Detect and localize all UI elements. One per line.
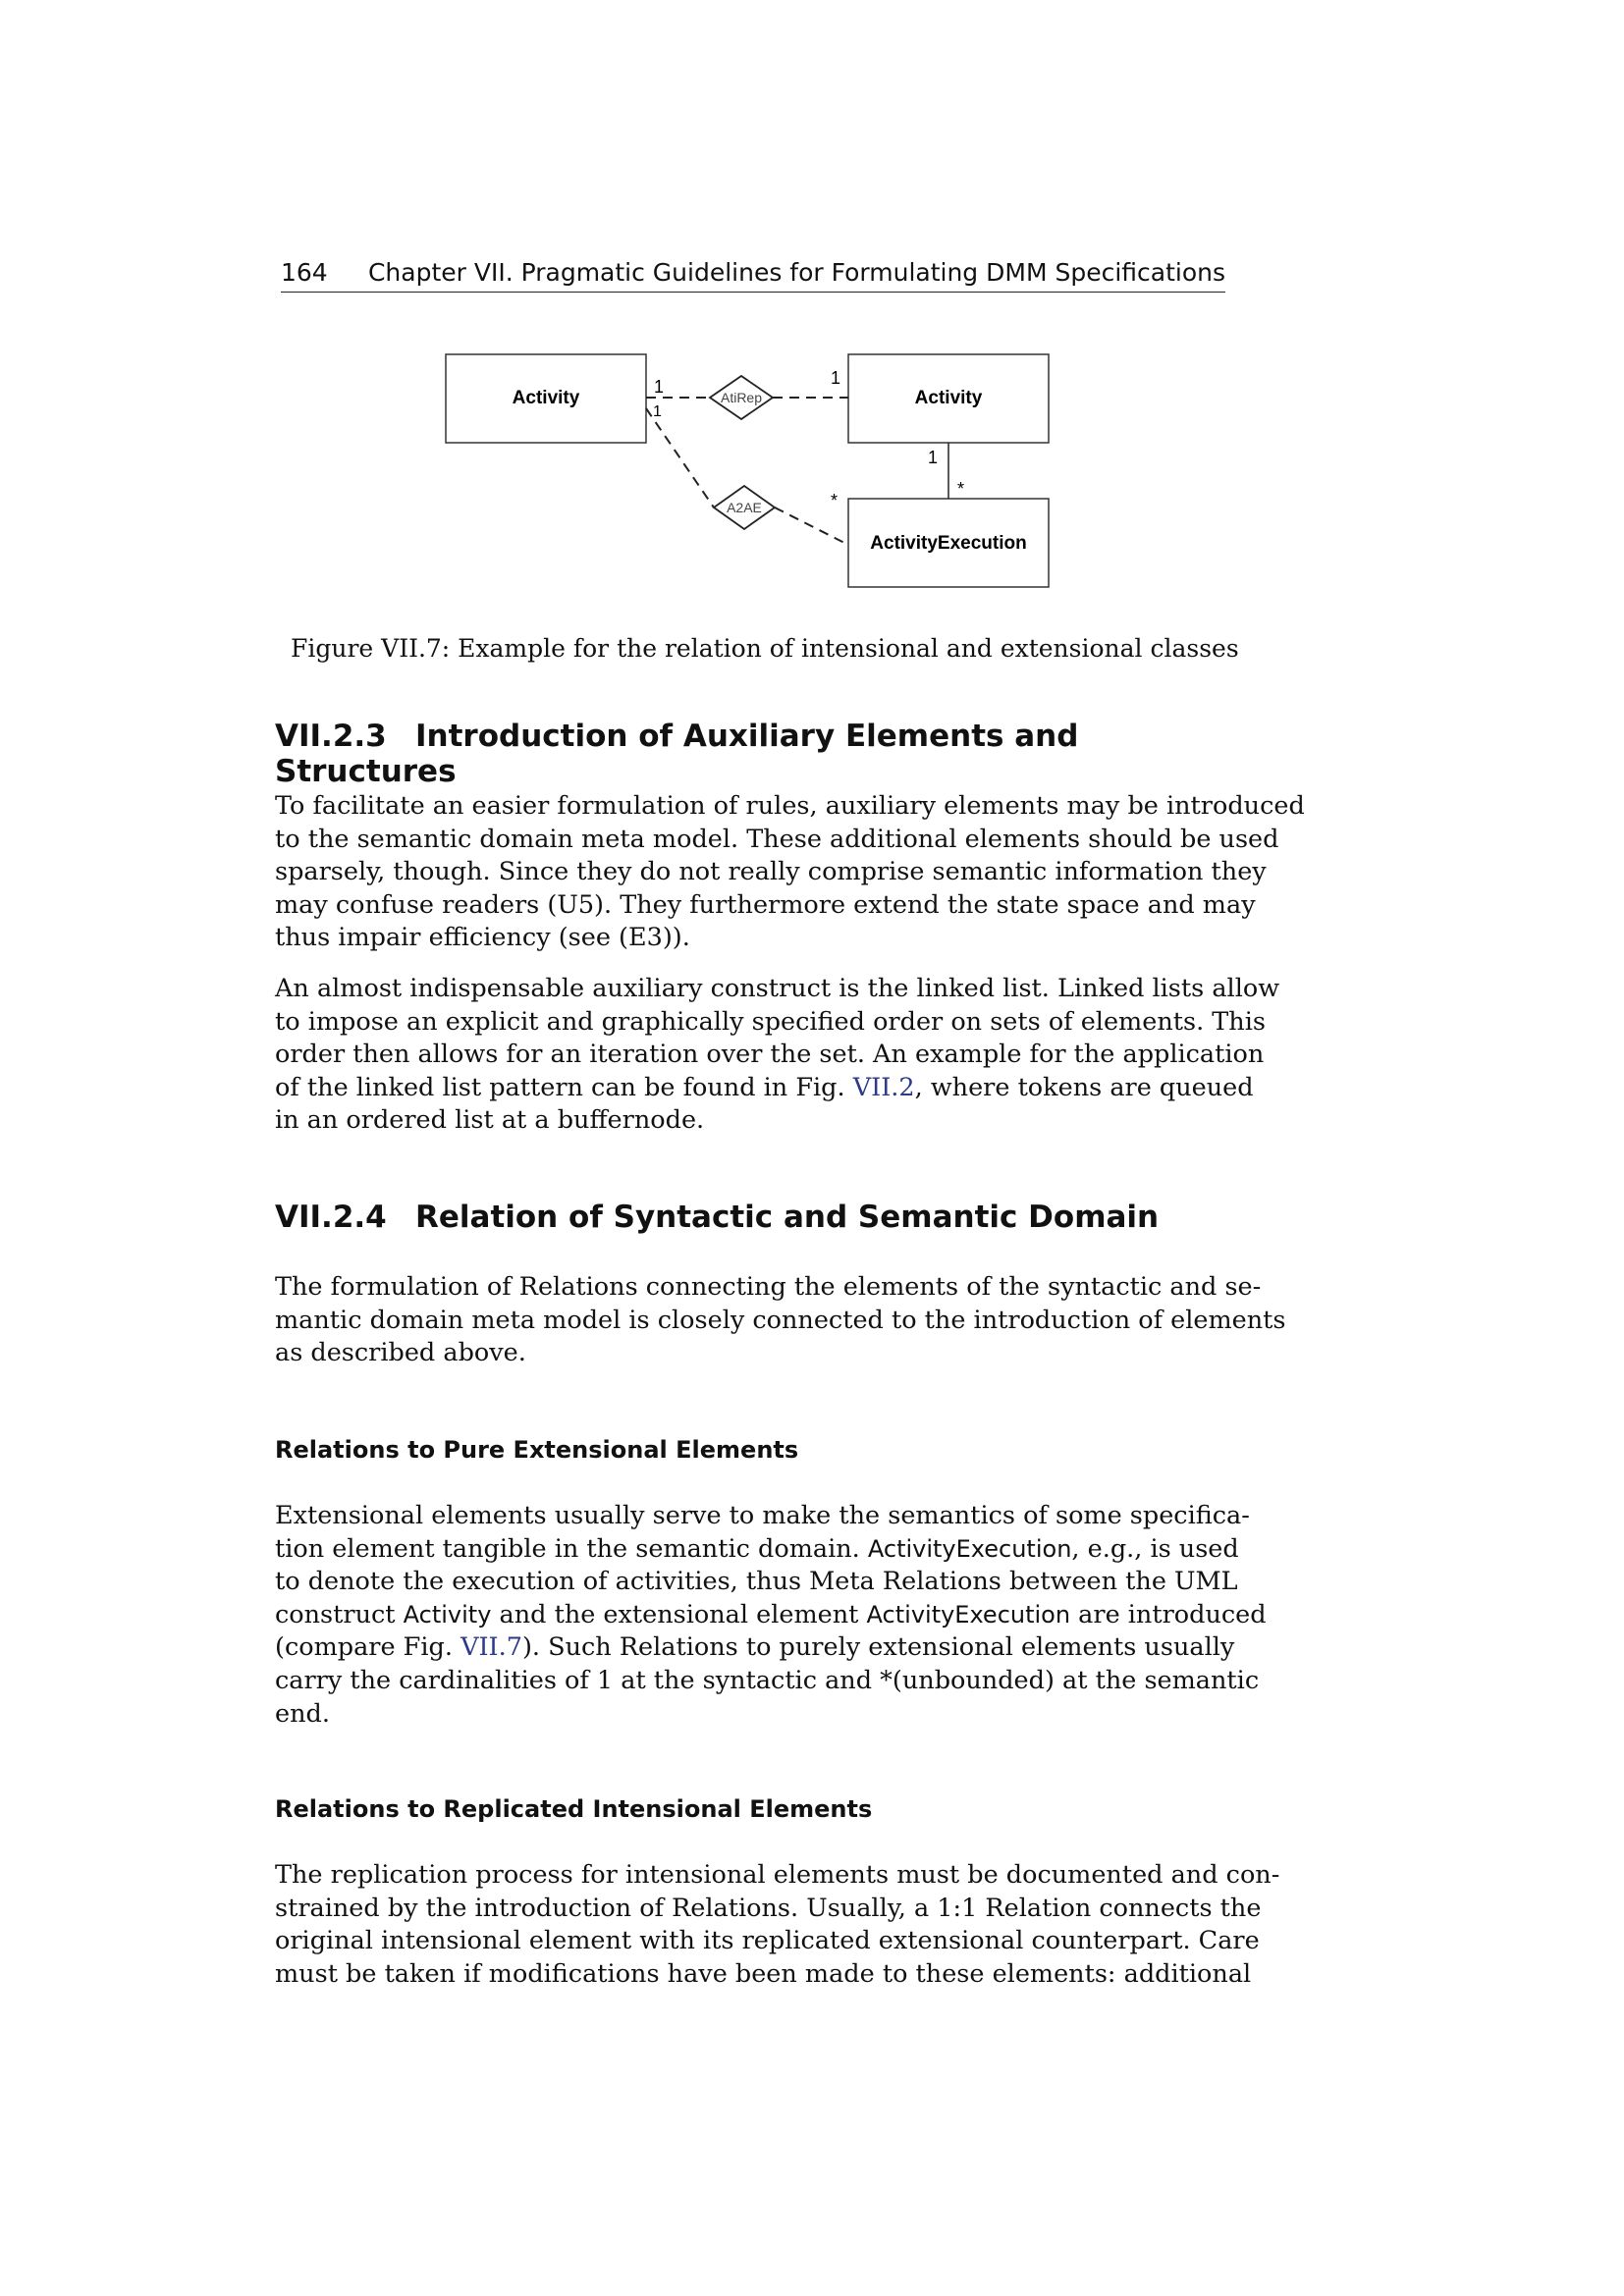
text-line: to impose an explicit and graphically specified order on sets of elements. This [275, 1006, 1266, 1037]
text-fragment: of the linked list pattern can be found in Fig. [275, 1072, 853, 1102]
paragraph-extensional [275, 1500, 1267, 1731]
mult-composition-top: 1 [928, 448, 939, 467]
a2ae-line-left [646, 408, 714, 507]
text-fragment: construct [275, 1599, 404, 1629]
running-header [281, 254, 1225, 293]
a2ae-label: A2AE [727, 500, 762, 515]
text-line: The formulation of Relations connecting the elements of the syntactic and se- [275, 1272, 1262, 1302]
text-line: may confuse readers (U5). They furthermore extend the state space and may [275, 889, 1256, 920]
text-line: end. [275, 1698, 330, 1729]
mult-composition-bottom: * [957, 479, 965, 499]
class-label-activity-left: Activity [512, 388, 580, 408]
text-line: Extensional elements usually serve to make the semantics of some specifica- [275, 1501, 1250, 1530]
figure-reference-link[interactable]: VII.2 [852, 1072, 915, 1102]
text-line: An almost indispensable auxiliary construct is the linked list. Linked lists allow [275, 974, 1280, 1003]
text-fragment: and the extensional element [491, 1599, 867, 1629]
uml-diagram [432, 344, 1060, 599]
figure-caption: Figure VII.7: Example for the relation of intensional and extensional classes [291, 634, 1239, 663]
text-line: as described above. [275, 1338, 526, 1368]
term-activity-execution: ActivityExecution [867, 1534, 1072, 1563]
text-line: to the semantic domain meta model. These additional elements should be used [275, 824, 1279, 854]
section-title: Relation of Syntactic and Semantic Domain [415, 1200, 1160, 1235]
text-line: strained by the introduction of Relations. Usually, a 1:1 Relation connects the [275, 1893, 1262, 1923]
text-line: The replication process for intensional elements must be documented and con- [275, 1860, 1280, 1890]
text-line: mantic domain meta model is closely connected to the introduction of elements [275, 1305, 1286, 1335]
mult-atirep-right: 1 [831, 368, 841, 388]
text-fragment: (compare Fig. [275, 1632, 461, 1663]
text-line: in an ordered list at a buffernode. [275, 1105, 705, 1136]
mult-a2ae-right: * [831, 491, 839, 510]
page-number: 164 [281, 258, 328, 287]
text-line: sparsely, though. Since they do not really comprise semantic information they [275, 857, 1267, 887]
paragraph-intensional [275, 1859, 1280, 1991]
section-heading-auxiliary [275, 719, 1237, 789]
term-activity-execution: ActivityExecution [866, 1600, 1071, 1629]
text-line [275, 1599, 1267, 1632]
section-heading-relation [275, 1200, 1237, 1235]
text-line: carry the cardinalities of 1 at the syntactic and *(unbounded) at the semantic [275, 1665, 1260, 1695]
text-line: to denote the execution of activities, thus Meta Relations between the UML [275, 1567, 1238, 1597]
text-line: original intensional element with its replicated extensional counterpart. Care [275, 1926, 1260, 1956]
text-line: thus impair efficiency (see (E3)). [275, 923, 690, 953]
section-title: Introduction of Auxiliary Elements and Structures [275, 719, 1079, 789]
class-label-activity-execution: ActivityExecution [870, 533, 1027, 554]
subsection-heading-intensional: Relations to Replicated Intensional Elements [275, 1795, 873, 1823]
section-number: VII.2.3 [275, 719, 387, 754]
text-line [275, 1533, 1239, 1567]
text-fragment: are introduced [1070, 1599, 1267, 1629]
paragraph-auxiliary-1 [275, 790, 1305, 955]
text-fragment: ). Such Relations to purely extensional elements usually [521, 1632, 1235, 1663]
text-line: must be taken if modifications have been made to these elements: additional [275, 1958, 1252, 1989]
text-line [275, 1072, 1254, 1105]
uml-figure [432, 344, 1060, 599]
text-fragment: , where tokens are queued [914, 1072, 1254, 1102]
a2ae-line-right [775, 507, 848, 545]
term-activity: Activity [403, 1600, 492, 1629]
mult-a2ae-left: 1 [653, 403, 662, 420]
class-label-activity-right: Activity [914, 388, 983, 408]
text-line: order then allows for an iteration over the set. An example for the application [275, 1040, 1265, 1070]
text-line: To facilitate an easier formulation of rules, auxiliary elements may be introduced [275, 791, 1305, 821]
figure-reference-link[interactable]: VII.7 [460, 1632, 522, 1663]
section-number: VII.2.4 [275, 1200, 387, 1235]
text-fragment: tion element tangible in the semantic domain. [275, 1533, 868, 1564]
chapter-title: Chapter VII. Pragmatic Guidelines for Formulating DMM Specifications [367, 258, 1225, 287]
paragraph-auxiliary-2 [275, 973, 1280, 1138]
subsection-heading-extensional: Relations to Pure Extensional Elements [275, 1436, 799, 1464]
paragraph-relation [275, 1271, 1286, 1370]
mult-atirep-left: 1 [654, 377, 665, 397]
atirep-label: AtiRep [720, 390, 763, 405]
text-fragment: , e.g., is used [1071, 1533, 1239, 1564]
text-line [275, 1631, 1235, 1665]
